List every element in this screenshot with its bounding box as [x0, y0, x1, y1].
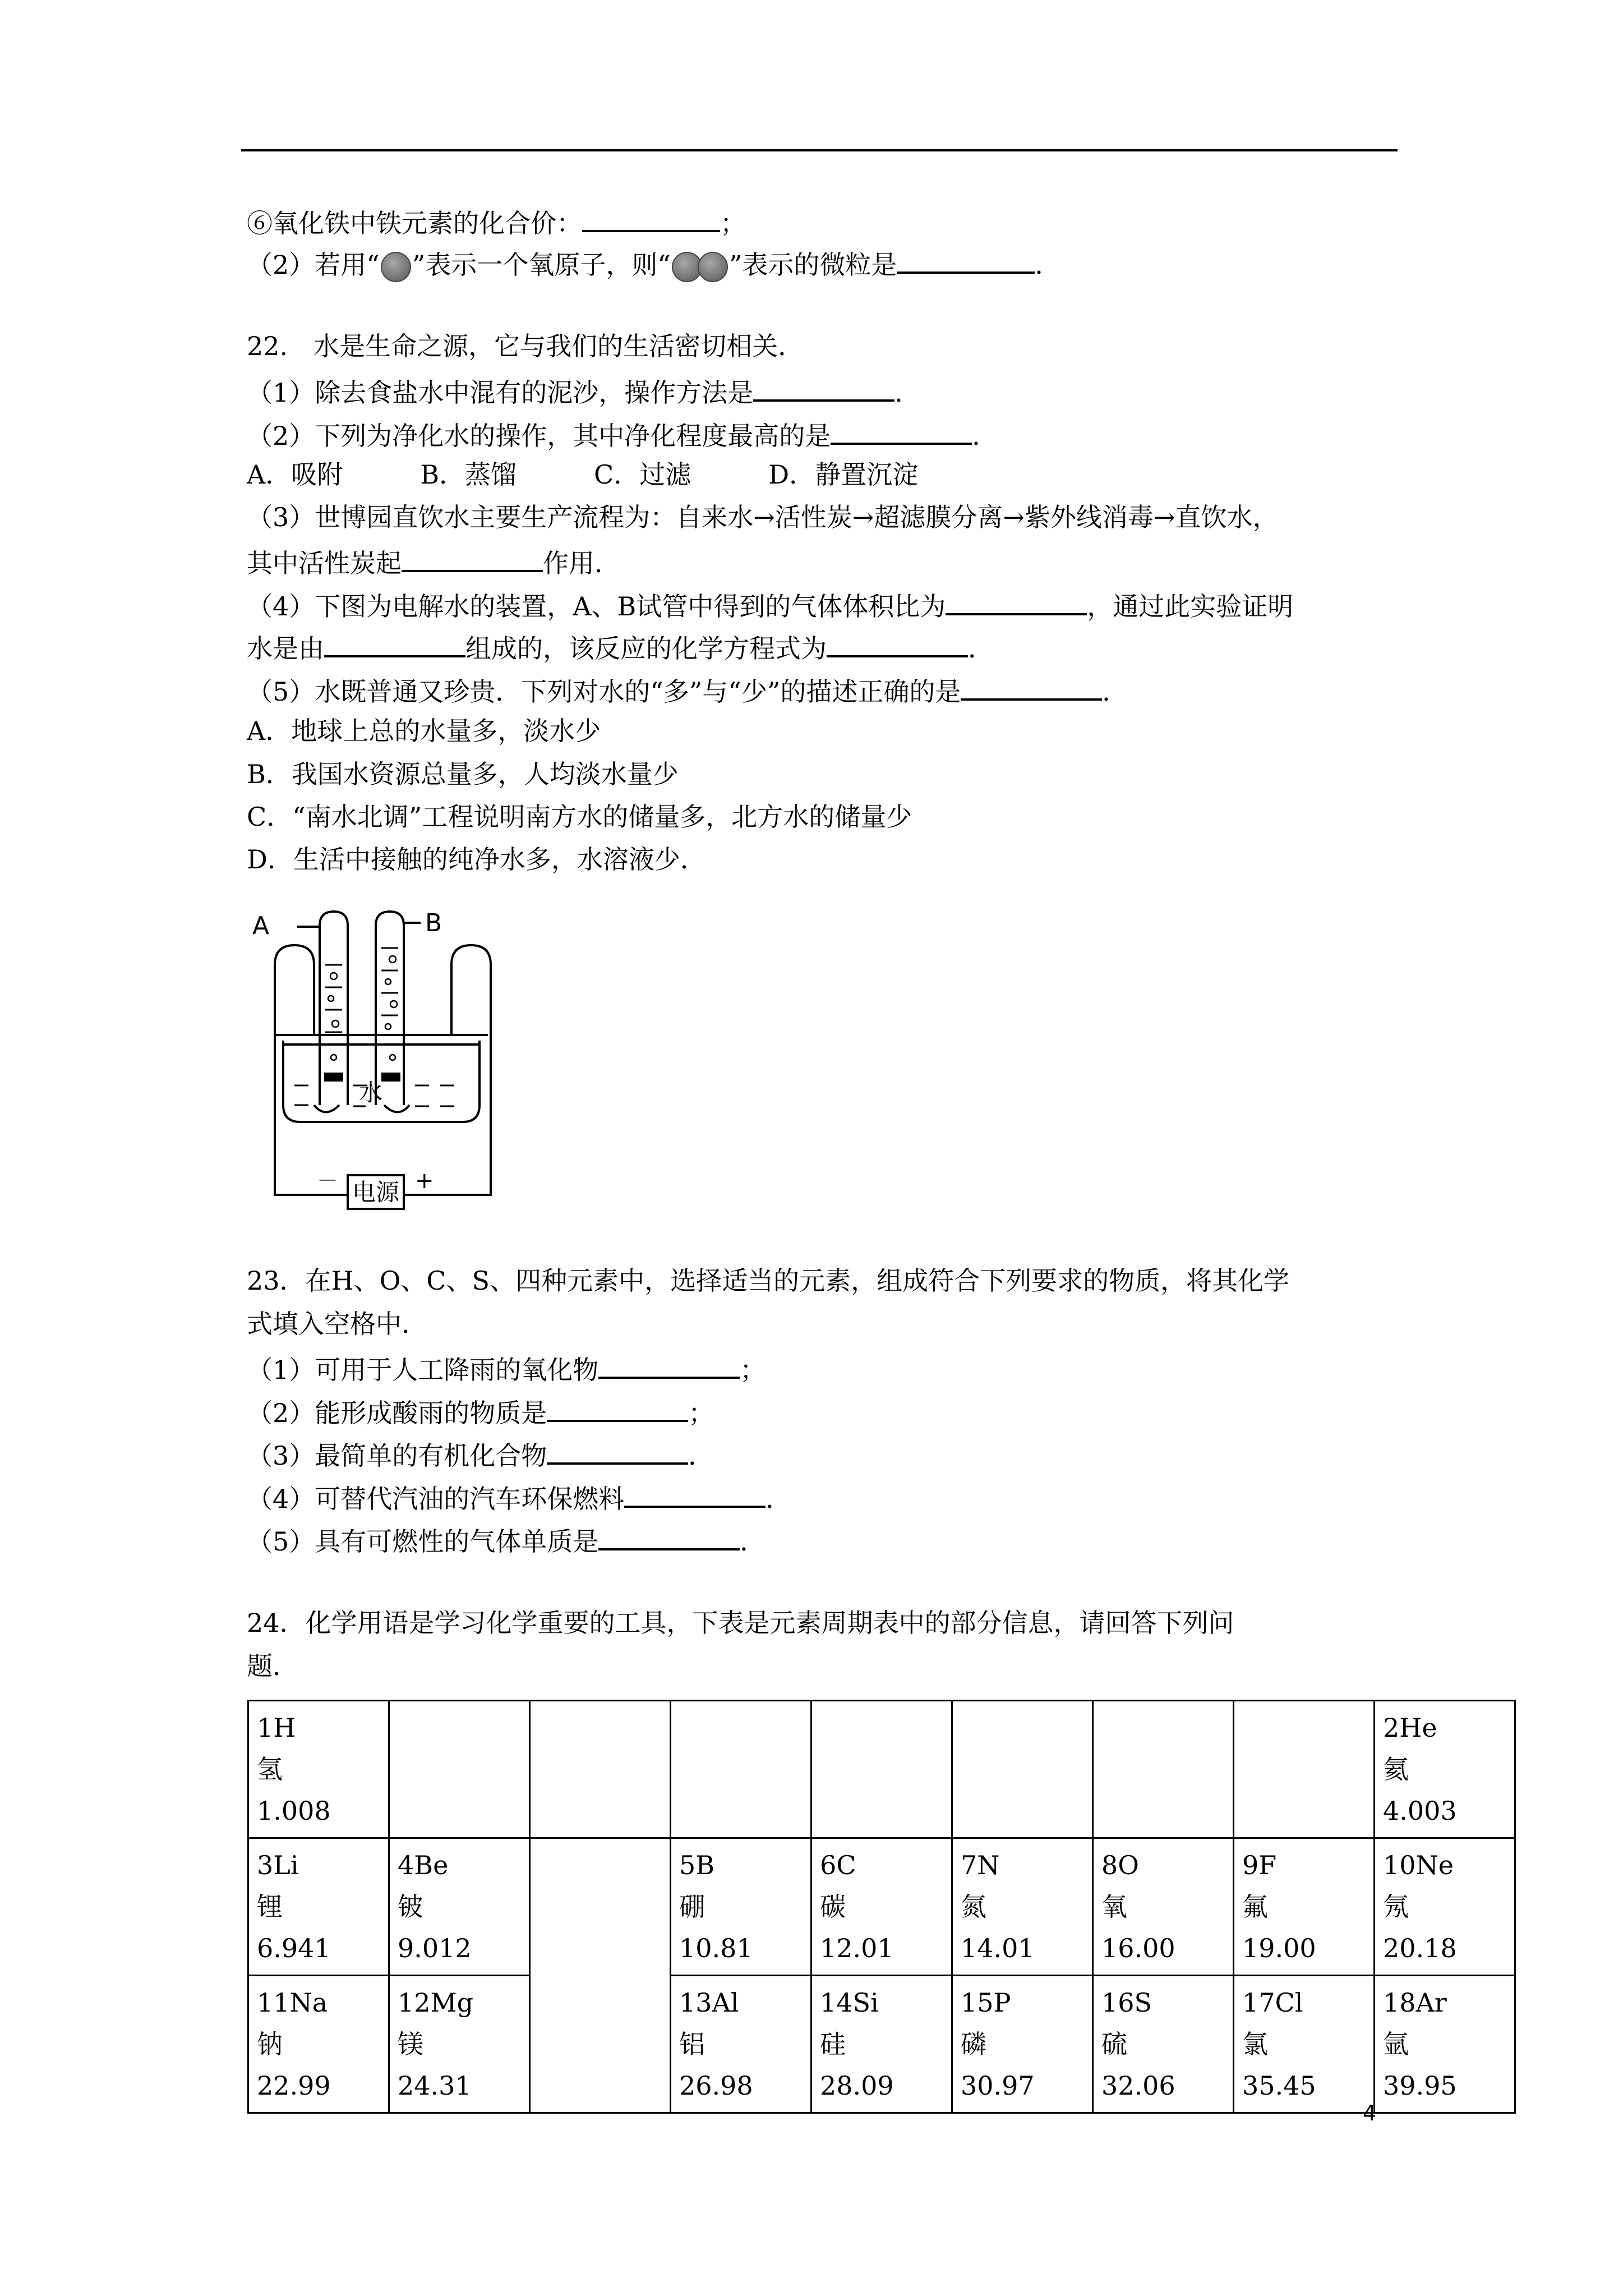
element-cell	[248, 1701, 389, 1838]
element-cell-empty	[530, 1838, 671, 2113]
element-symbol: 12Mg	[398, 1987, 474, 2018]
element-name: 氩	[1383, 2029, 1409, 2059]
element-symbol: 2He	[1383, 1713, 1437, 1743]
q22-part2-options: A．吸附 B．蒸馏 C．过滤 D．静置沉淀	[247, 459, 919, 490]
q23-part4: （4）可替代汽油的汽车环保燃料 ．	[247, 1479, 791, 1516]
element-cell-empty	[389, 1701, 530, 1838]
header-rule	[241, 149, 1398, 151]
q22-part4-line2: 水是由 组成的，该反应的化学方程式为 ．	[247, 628, 994, 665]
element-mass: 26.98	[679, 2070, 753, 2101]
element-mass: 1.008	[257, 1796, 331, 1826]
element-cell	[1234, 1976, 1375, 2113]
element-mass: 30.97	[961, 2070, 1035, 2101]
element-cell	[671, 1838, 811, 1976]
element-cell-empty	[952, 1701, 1093, 1838]
answer-blank[interactable]	[598, 1521, 740, 1550]
q22-part5: （5）水既普通又珍贵．下列对水的“多”与“少”的描述正确的是 ．	[247, 671, 1128, 708]
element-name: 氮	[961, 1892, 986, 1922]
wire-left	[275, 945, 314, 1066]
element-mass: 4.003	[1383, 1796, 1457, 1826]
element-name: 氢	[257, 1754, 283, 1784]
q22-option-d: D．生活中接触的纯净水多，水溶液少．	[247, 844, 706, 875]
answer-blank[interactable]	[897, 245, 1035, 274]
element-cell	[248, 1838, 389, 1976]
q23-title-line1: 23．在H、O、C、S、四种元素中，选择适当的元素，组成符合下列要求的物质，将其化学	[247, 1266, 1290, 1296]
element-mass: 20.18	[1383, 1933, 1457, 1963]
element-mass: 39.95	[1383, 2070, 1457, 2101]
answer-blank[interactable]	[547, 1435, 688, 1465]
answer-blank[interactable]	[831, 416, 972, 445]
answer-blank[interactable]	[598, 1350, 740, 1379]
element-mass: 9.012	[398, 1933, 472, 1963]
element-symbol: 3Li	[257, 1850, 299, 1880]
q21-part2: （2）若用“ ”表示一个氧原子，则“ ”表示的微粒是 ．	[247, 245, 1061, 282]
element-cell	[389, 1976, 530, 2113]
element-cell	[1375, 1701, 1515, 1838]
element-cell	[248, 1976, 389, 2113]
q23-part1: （1）可用于人工降雨的氧化物 ；	[247, 1350, 766, 1387]
element-symbol: 6C	[820, 1850, 856, 1880]
label-a: A	[252, 912, 270, 940]
element-symbol: 11Na	[257, 1987, 328, 2018]
element-symbol: 5B	[679, 1850, 715, 1880]
answer-blank[interactable]	[827, 628, 968, 657]
element-symbol: 18Ar	[1383, 1987, 1447, 2018]
electrode-wire-b	[384, 1105, 409, 1112]
element-name: 铍	[398, 1892, 423, 1922]
q22-option-b: B．我国水资源总量多，人均淡水量少	[247, 759, 679, 789]
element-cell-empty	[1234, 1701, 1375, 1838]
element-cell	[671, 1976, 811, 2113]
q23-part5: （5）具有可燃性的气体单质是 ．	[247, 1521, 766, 1558]
element-name: 碳	[820, 1892, 846, 1922]
element-name: 氯	[1242, 2029, 1268, 2059]
answer-blank[interactable]	[753, 372, 895, 402]
element-name: 硅	[820, 2029, 846, 2059]
element-cell	[811, 1838, 952, 1976]
element-symbol: 15P	[961, 1987, 1011, 2018]
element-cell	[1375, 1838, 1515, 1976]
element-cell	[389, 1838, 530, 1976]
element-symbol: 4Be	[398, 1850, 449, 1880]
element-symbol: 16S	[1101, 1987, 1152, 2018]
element-name: 铝	[679, 2029, 705, 2059]
element-cell	[952, 1838, 1093, 1976]
periodic-table	[247, 1700, 1516, 2114]
q24-title-line1: 24．化学用语是学习化学重要的工具，下表是元素周期表中的部分信息，请回答下列问	[247, 1608, 1234, 1638]
element-mass: 12.01	[820, 1933, 894, 1963]
q23-title-line2: 式填入空格中．	[247, 1309, 427, 1339]
element-cell-empty	[1093, 1701, 1234, 1838]
oxygen-atom-icon	[381, 252, 411, 282]
q23-part2: （2）能形成酸雨的物质是 ；	[247, 1393, 714, 1430]
q22-part3-line2: 其中活性炭起 作用．	[247, 543, 620, 580]
element-name: 氖	[1383, 1892, 1409, 1922]
element-symbol: 10Ne	[1383, 1850, 1454, 1880]
periodic-table-row	[248, 1976, 1515, 2113]
element-cell	[1375, 1976, 1515, 2113]
element-symbol: 7N	[961, 1850, 1000, 1880]
electrode-a	[324, 1073, 343, 1082]
q22-title: 22. 水是生命之源，它与我们的生活密切相关．	[247, 331, 804, 361]
element-name: 氧	[1101, 1892, 1127, 1922]
q22-option-a: A．地球上总的水量多，淡水少	[247, 716, 601, 746]
page-number: 4	[1363, 2101, 1377, 2125]
element-name: 氦	[1383, 1754, 1409, 1784]
periodic-table-row	[248, 1838, 1515, 1976]
element-cell	[811, 1976, 952, 2113]
element-symbol: 14Si	[820, 1987, 879, 2018]
wire-right	[404, 945, 491, 1195]
q22-part1: （1）除去食盐水中混有的泥沙，操作方法是 ．	[247, 372, 920, 409]
element-name: 硼	[679, 1892, 705, 1922]
element-cell-empty	[530, 1701, 671, 1838]
q23-part3: （3）最简单的有机化合物 ．	[247, 1435, 714, 1473]
element-name: 钠	[257, 2029, 283, 2059]
element-name: 镁	[398, 2029, 423, 2059]
oxygen-molecule-icon-right	[698, 252, 728, 282]
power-supply-label: 电源	[352, 1179, 400, 1206]
electrode-wire-a	[314, 1105, 339, 1112]
element-cell	[952, 1976, 1093, 2113]
answer-blank[interactable]	[582, 203, 720, 232]
q22-part4-line1: （4）下图为电解水的装置，A、B试管中得到的气体体积比为 ，通过此实验证明	[247, 586, 1293, 623]
element-cell	[1093, 1838, 1234, 1976]
element-symbol: 8O	[1101, 1850, 1139, 1880]
answer-blank[interactable]	[961, 671, 1102, 701]
q22-part3-line1: （3）世博园直饮水主要生产流程为：自来水→活性炭→超滤膜分离→紫外线消毒→直饮水，	[247, 502, 1279, 532]
q22-part2: （2）下列为净化水的操作，其中净化程度最高的是 ．	[247, 416, 998, 453]
element-cell	[1093, 1976, 1234, 2113]
element-mass: 14.01	[961, 1933, 1035, 1963]
element-name: 硫	[1101, 2029, 1127, 2059]
element-name: 磷	[961, 2029, 986, 2059]
element-cell-empty	[811, 1701, 952, 1838]
element-mass: 32.06	[1101, 2070, 1175, 2101]
q22-option-c: C．“南水北调”工程说明南方水的储量多，北方水的储量少	[247, 802, 912, 832]
answer-blank[interactable]	[547, 1393, 688, 1422]
element-symbol: 9F	[1242, 1850, 1277, 1880]
positive-terminal-label: +	[415, 1168, 434, 1194]
element-symbol: 1H	[257, 1713, 296, 1743]
element-cell	[1234, 1838, 1375, 1976]
element-name: 氟	[1242, 1892, 1268, 1922]
periodic-table-row	[248, 1701, 1515, 1838]
label-b: B	[425, 909, 442, 937]
electrolysis-apparatus-diagram	[241, 898, 505, 1212]
electrode-b	[381, 1073, 400, 1082]
answer-blank[interactable]	[402, 543, 543, 572]
element-mass: 16.00	[1101, 1933, 1175, 1963]
q21-item6: ⑥氧化铁中铁元素的化合价： ；	[247, 203, 746, 240]
answer-blank[interactable]	[624, 1479, 766, 1508]
answer-blank[interactable]	[324, 628, 465, 657]
negative-terminal-label: －	[317, 1168, 339, 1193]
element-symbol: 17Cl	[1242, 1987, 1303, 2018]
element-mass: 10.81	[679, 1933, 753, 1963]
element-mass: 24.31	[398, 2070, 472, 2101]
element-name: 锂	[257, 1892, 283, 1922]
water-label: 水	[359, 1079, 383, 1106]
element-symbol: 13Al	[679, 1987, 739, 2018]
q24-title-line2: 题．	[247, 1651, 298, 1681]
element-mass: 22.99	[257, 2070, 331, 2101]
element-mass: 6.941	[257, 1933, 331, 1963]
element-mass: 19.00	[1242, 1933, 1316, 1963]
element-mass: 28.09	[820, 2070, 894, 2101]
answer-blank[interactable]	[946, 586, 1087, 615]
element-mass: 35.45	[1242, 2070, 1316, 2101]
element-cell-empty	[671, 1701, 811, 1838]
